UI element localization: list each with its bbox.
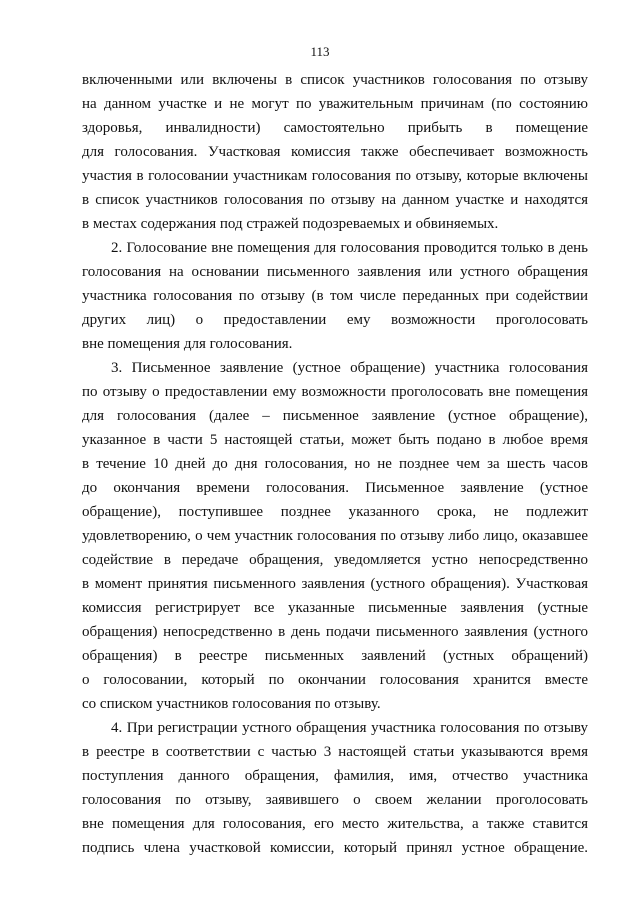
text-line: в течение 10 дней до дня голосования, но не позднее чем за шесть часов [82, 456, 588, 472]
text-line: до окончания времени голосования. Письменное заявление (устное [82, 480, 588, 496]
text-line: вне помещения для голосования. [82, 336, 293, 352]
text-line: вне помещения для голосования, его место жительства, а также ставится [82, 816, 588, 832]
text-line: участия в голосовании участникам голосования по отзыву, которые включены [82, 168, 588, 184]
text-line: включенными или включены в список участников голосования по отзыву [82, 72, 588, 88]
text-line: удовлетворению, о чем участник голосования по отзыву либо лицо, оказавшее [82, 528, 588, 544]
page-number: 113 [310, 44, 330, 59]
text-line: обращения) непосредственно в день подачи письменного заявления (устного [82, 624, 588, 640]
text-line: по отзыву о предоставлении ему возможности проголосовать вне помещения [82, 384, 588, 400]
text-line: обращения) в реестре письменных заявлений (устных обращений) [82, 648, 588, 664]
text-line: 4. При регистрации устного обращения участника голосования по отзыву [111, 720, 588, 736]
text-line: в момент принятия письменного заявления (устного обращения). Участковая [82, 576, 588, 592]
text-line: 3. Письменное заявление (устное обращение) участника голосования [111, 360, 588, 376]
text-line: на данном участке и не могут по уважительным причинам (по состоянию [82, 96, 588, 112]
text-line: в реестре в соответствии с частью 3 настоящей статьи указываются время [82, 744, 588, 760]
text-line: голосования по отзыву, заявившего о своем желании проголосовать [82, 792, 588, 808]
text-line: в местах содержания под стражей подозреваемых и обвиняемых. [82, 216, 499, 232]
text-line: других лиц) о предоставлении ему возможности проголосовать [82, 312, 588, 328]
text-line: комиссия регистрирует все указанные письменные заявления (устные [82, 600, 588, 616]
text-line: для голосования. Участковая комиссия также обеспечивает возможность [82, 144, 588, 160]
text-line: подпись члена участковой комиссии, который принял устное обращение. [82, 840, 588, 856]
text-line: для голосования (далее – письменное заявление (устное обращение), [82, 408, 588, 424]
body-text [82, 68, 588, 860]
text-line: поступления данного обращения, фамилия, имя, отчество участника [82, 768, 588, 784]
text-line: голосования на основании письменного заявления или устного обращения [82, 264, 588, 280]
text-line: здоровья, инвалидности) самостоятельно прибыть в помещение [82, 120, 588, 136]
text-line: обращение), поступившее позднее указанного срока, не подлежит [82, 504, 588, 520]
text-line: 2. Голосование вне помещения для голосования проводится только в день [111, 240, 588, 256]
text-line: содействие в передаче обращения, уведомляется устно непосредственно [82, 552, 588, 568]
text-line: указанное в части 5 настоящей статьи, может быть подано в любое время [82, 432, 588, 448]
text-line: со списком участников голосования по отзыву. [82, 696, 381, 712]
text-line: участника голосования по отзыву (в том числе переданных при содействии [82, 288, 588, 304]
text-line: в список участников голосования по отзыву на данном участке и находятся [82, 192, 588, 208]
text-line: о голосовании, который по окончании голосования хранится вместе [82, 672, 588, 688]
